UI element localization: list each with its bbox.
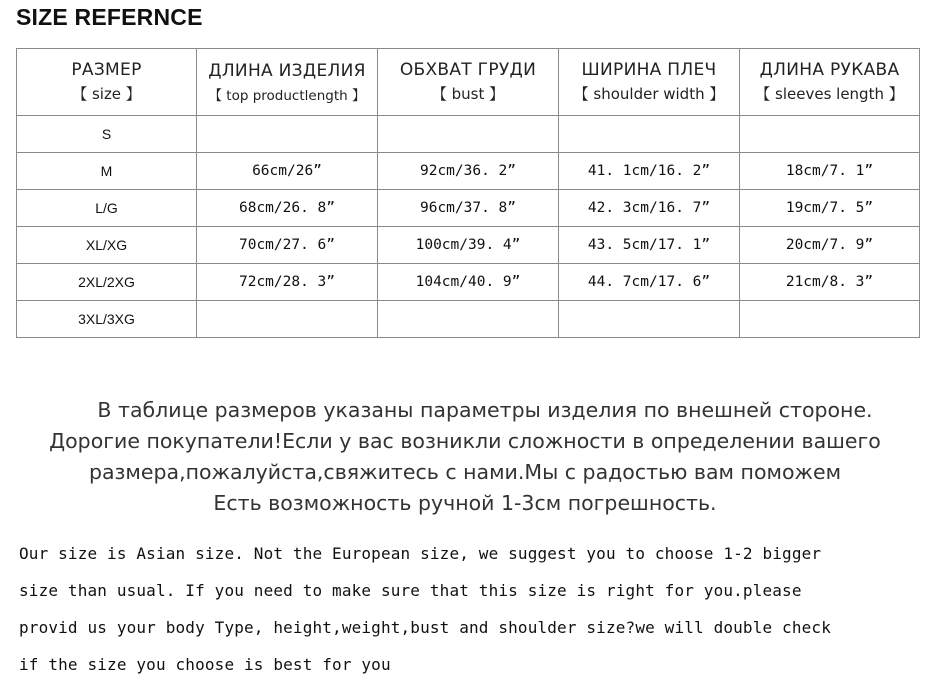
- sleeve-cell: [740, 301, 920, 338]
- length-cell: 72cm/28. 3”: [197, 264, 378, 301]
- length-cell: 66cm/26”: [197, 153, 378, 190]
- size-cell: S: [17, 116, 197, 153]
- header-sleeve-sub: 【 sleeves length 】: [755, 85, 904, 103]
- header-length-label: ДЛИНА ИЗДЕЛИЯ: [208, 60, 366, 81]
- header-sleeve-label: ДЛИНА РУКАВА: [759, 60, 900, 80]
- size-table: [16, 48, 920, 338]
- table-row: [17, 227, 920, 264]
- header-size: [17, 49, 197, 116]
- shoulder-cell: 44. 7cm/17. 6”: [559, 264, 740, 301]
- header-bust: [378, 49, 559, 116]
- size-cell: M: [17, 153, 197, 190]
- shoulder-cell: [559, 116, 740, 153]
- bust-cell: [378, 116, 559, 153]
- page-title: SIZE REFERNCE: [16, 4, 203, 30]
- russian-note: [0, 395, 930, 519]
- table-row: [17, 264, 920, 301]
- sleeve-cell: 19cm/7. 5”: [740, 190, 920, 227]
- header-size-label: РАЗМЕР: [71, 60, 142, 80]
- russian-note-line: Есть возможность ручной 1-3см погрешность.: [213, 491, 717, 515]
- bust-cell: 100cm/39. 4”: [378, 227, 559, 264]
- english-note-line: Our size is Asian size. Not the European size, we suggest you to choose 1-2 bigger: [19, 544, 822, 563]
- header-length-sub: 【 top productlength 】: [208, 87, 366, 104]
- header-size-sub: 【 size 】: [72, 85, 141, 103]
- sleeve-cell: 20cm/7. 9”: [740, 227, 920, 264]
- header-shoulder: [559, 49, 740, 116]
- header-bust-sub: 【 bust 】: [431, 85, 505, 103]
- header-shoulder-sub: 【 shoulder width 】: [573, 85, 725, 103]
- size-cell: 3XL/3XG: [17, 301, 197, 338]
- table-row: [17, 116, 920, 153]
- russian-note-line: В таблице размеров указаны параметры изделия по внешней стороне.: [97, 398, 873, 422]
- bust-cell: 104cm/40. 9”: [378, 264, 559, 301]
- size-cell: L/G: [17, 190, 197, 227]
- header-length: [197, 49, 378, 116]
- english-note-line: if the size you choose is best for you: [19, 655, 391, 674]
- russian-note-line: размера,пожалуйста,свяжитесь с нами.Мы с радостью вам поможем: [88, 460, 842, 484]
- bust-cell: 96cm/37. 8”: [378, 190, 559, 227]
- sleeve-cell: 18cm/7. 1”: [740, 153, 920, 190]
- bust-cell: 92cm/36. 2”: [378, 153, 559, 190]
- length-cell: [197, 116, 378, 153]
- sleeve-cell: [740, 116, 920, 153]
- shoulder-cell: [559, 301, 740, 338]
- bust-cell: [378, 301, 559, 338]
- shoulder-cell: 43. 5cm/17. 1”: [559, 227, 740, 264]
- table-row: [17, 153, 920, 190]
- table-row: [17, 301, 920, 338]
- header-sleeve: [740, 49, 920, 116]
- english-note-line: size than usual. If you need to make sure that this size is right for you.please: [19, 581, 802, 600]
- header-shoulder-label: ШИРИНА ПЛЕЧ: [581, 60, 717, 80]
- sleeve-cell: 21cm/8. 3”: [740, 264, 920, 301]
- shoulder-cell: 41. 1cm/16. 2”: [559, 153, 740, 190]
- table-header-row: [17, 49, 920, 116]
- english-note: [19, 535, 924, 683]
- length-cell: 68cm/26. 8”: [197, 190, 378, 227]
- russian-note-line: Дорогие покупатели!Если у вас возникли сложности в определении вашего: [49, 429, 881, 453]
- size-cell: 2XL/2XG: [17, 264, 197, 301]
- header-bust-label: ОБХВАТ ГРУДИ: [399, 60, 537, 80]
- table-row: [17, 190, 920, 227]
- size-cell: XL/XG: [17, 227, 197, 264]
- shoulder-cell: 42. 3cm/16. 7”: [559, 190, 740, 227]
- length-cell: 70cm/27. 6”: [197, 227, 378, 264]
- english-note-line: provid us your body Type, height,weight,bust and shoulder size?we will double check: [19, 618, 831, 637]
- length-cell: [197, 301, 378, 338]
